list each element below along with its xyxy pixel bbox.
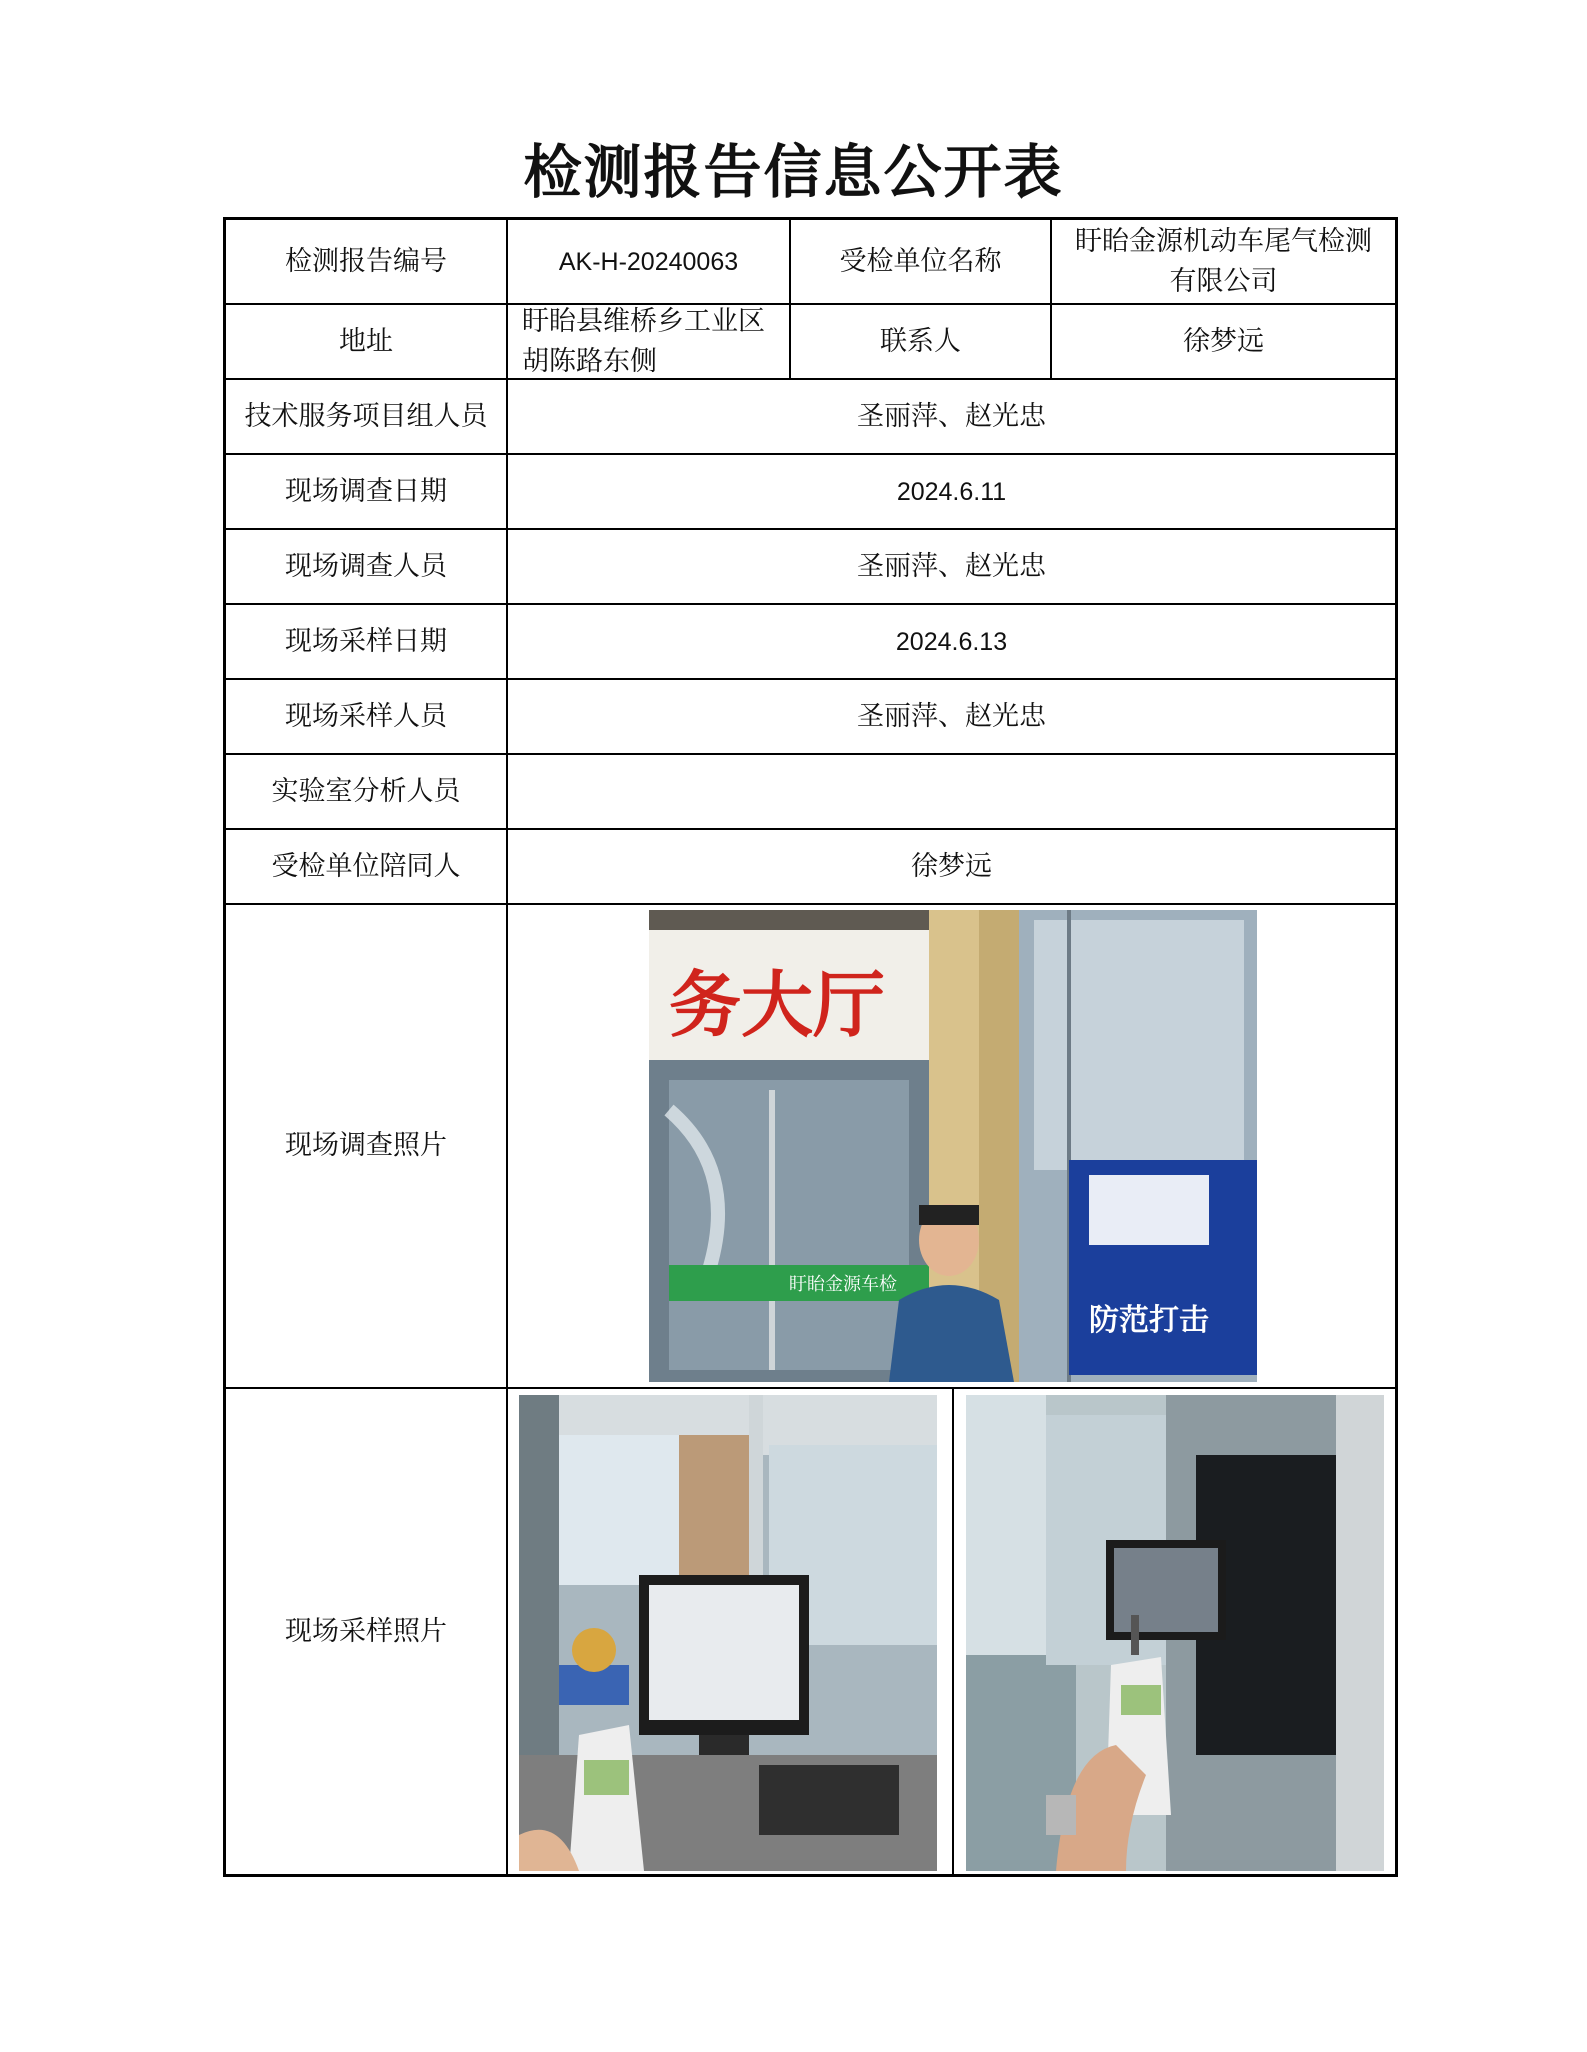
door-text: 盱眙金源车检 [789, 1274, 897, 1295]
sampling-date-value: 2024.6.13 [895, 627, 1008, 656]
survey-date-label: 现场调查日期 [285, 475, 447, 507]
page-title: 检测报告信息公开表 [523, 138, 1064, 206]
unit-name-value: 盱眙金源机动车尾气检测有限公司 [1075, 225, 1372, 297]
sampling-staff-label: 现场采样人员 [285, 700, 447, 732]
unit-name-label: 受检单位名称 [839, 245, 1002, 277]
contact-value: 徐梦远 [1183, 325, 1264, 357]
sampling-photo-right [966, 1395, 1384, 1871]
sampling-photo-left [519, 1395, 937, 1871]
sign-text: 务大厅 [669, 963, 886, 1047]
escort-label: 受检单位陪同人 [271, 850, 461, 882]
lab-staff-label: 实验室分析人员 [271, 775, 461, 807]
survey-staff-value: 圣丽萍、赵光忠 [857, 550, 1046, 582]
report-no-value: AK-H-20240063 [558, 247, 739, 276]
sampling-staff-value: 圣丽萍、赵光忠 [857, 700, 1046, 732]
poster-text: 防范打击 [1089, 1303, 1209, 1338]
lab-staff-value [508, 755, 1395, 828]
sampling-date-label: 现场采样日期 [285, 625, 447, 657]
address-label: 地址 [339, 325, 393, 357]
info-table [223, 217, 1398, 1877]
survey-staff-label: 现场调查人员 [285, 550, 447, 582]
escort-value: 徐梦远 [911, 850, 992, 882]
survey-date-value: 2024.6.11 [896, 477, 1007, 506]
survey-photo-label: 现场调查照片 [285, 1130, 447, 1161]
sampling-photo-label: 现场采样照片 [285, 1615, 447, 1647]
survey-photo [649, 910, 1257, 1382]
team-label: 技术服务项目组人员 [244, 400, 488, 432]
report-no-label: 检测报告编号 [285, 245, 447, 277]
team-value: 圣丽萍、赵光忠 [857, 400, 1046, 432]
contact-label: 联系人 [880, 325, 961, 357]
address-value: 盱眙县维桥乡工业区胡陈路东侧 [522, 305, 765, 377]
